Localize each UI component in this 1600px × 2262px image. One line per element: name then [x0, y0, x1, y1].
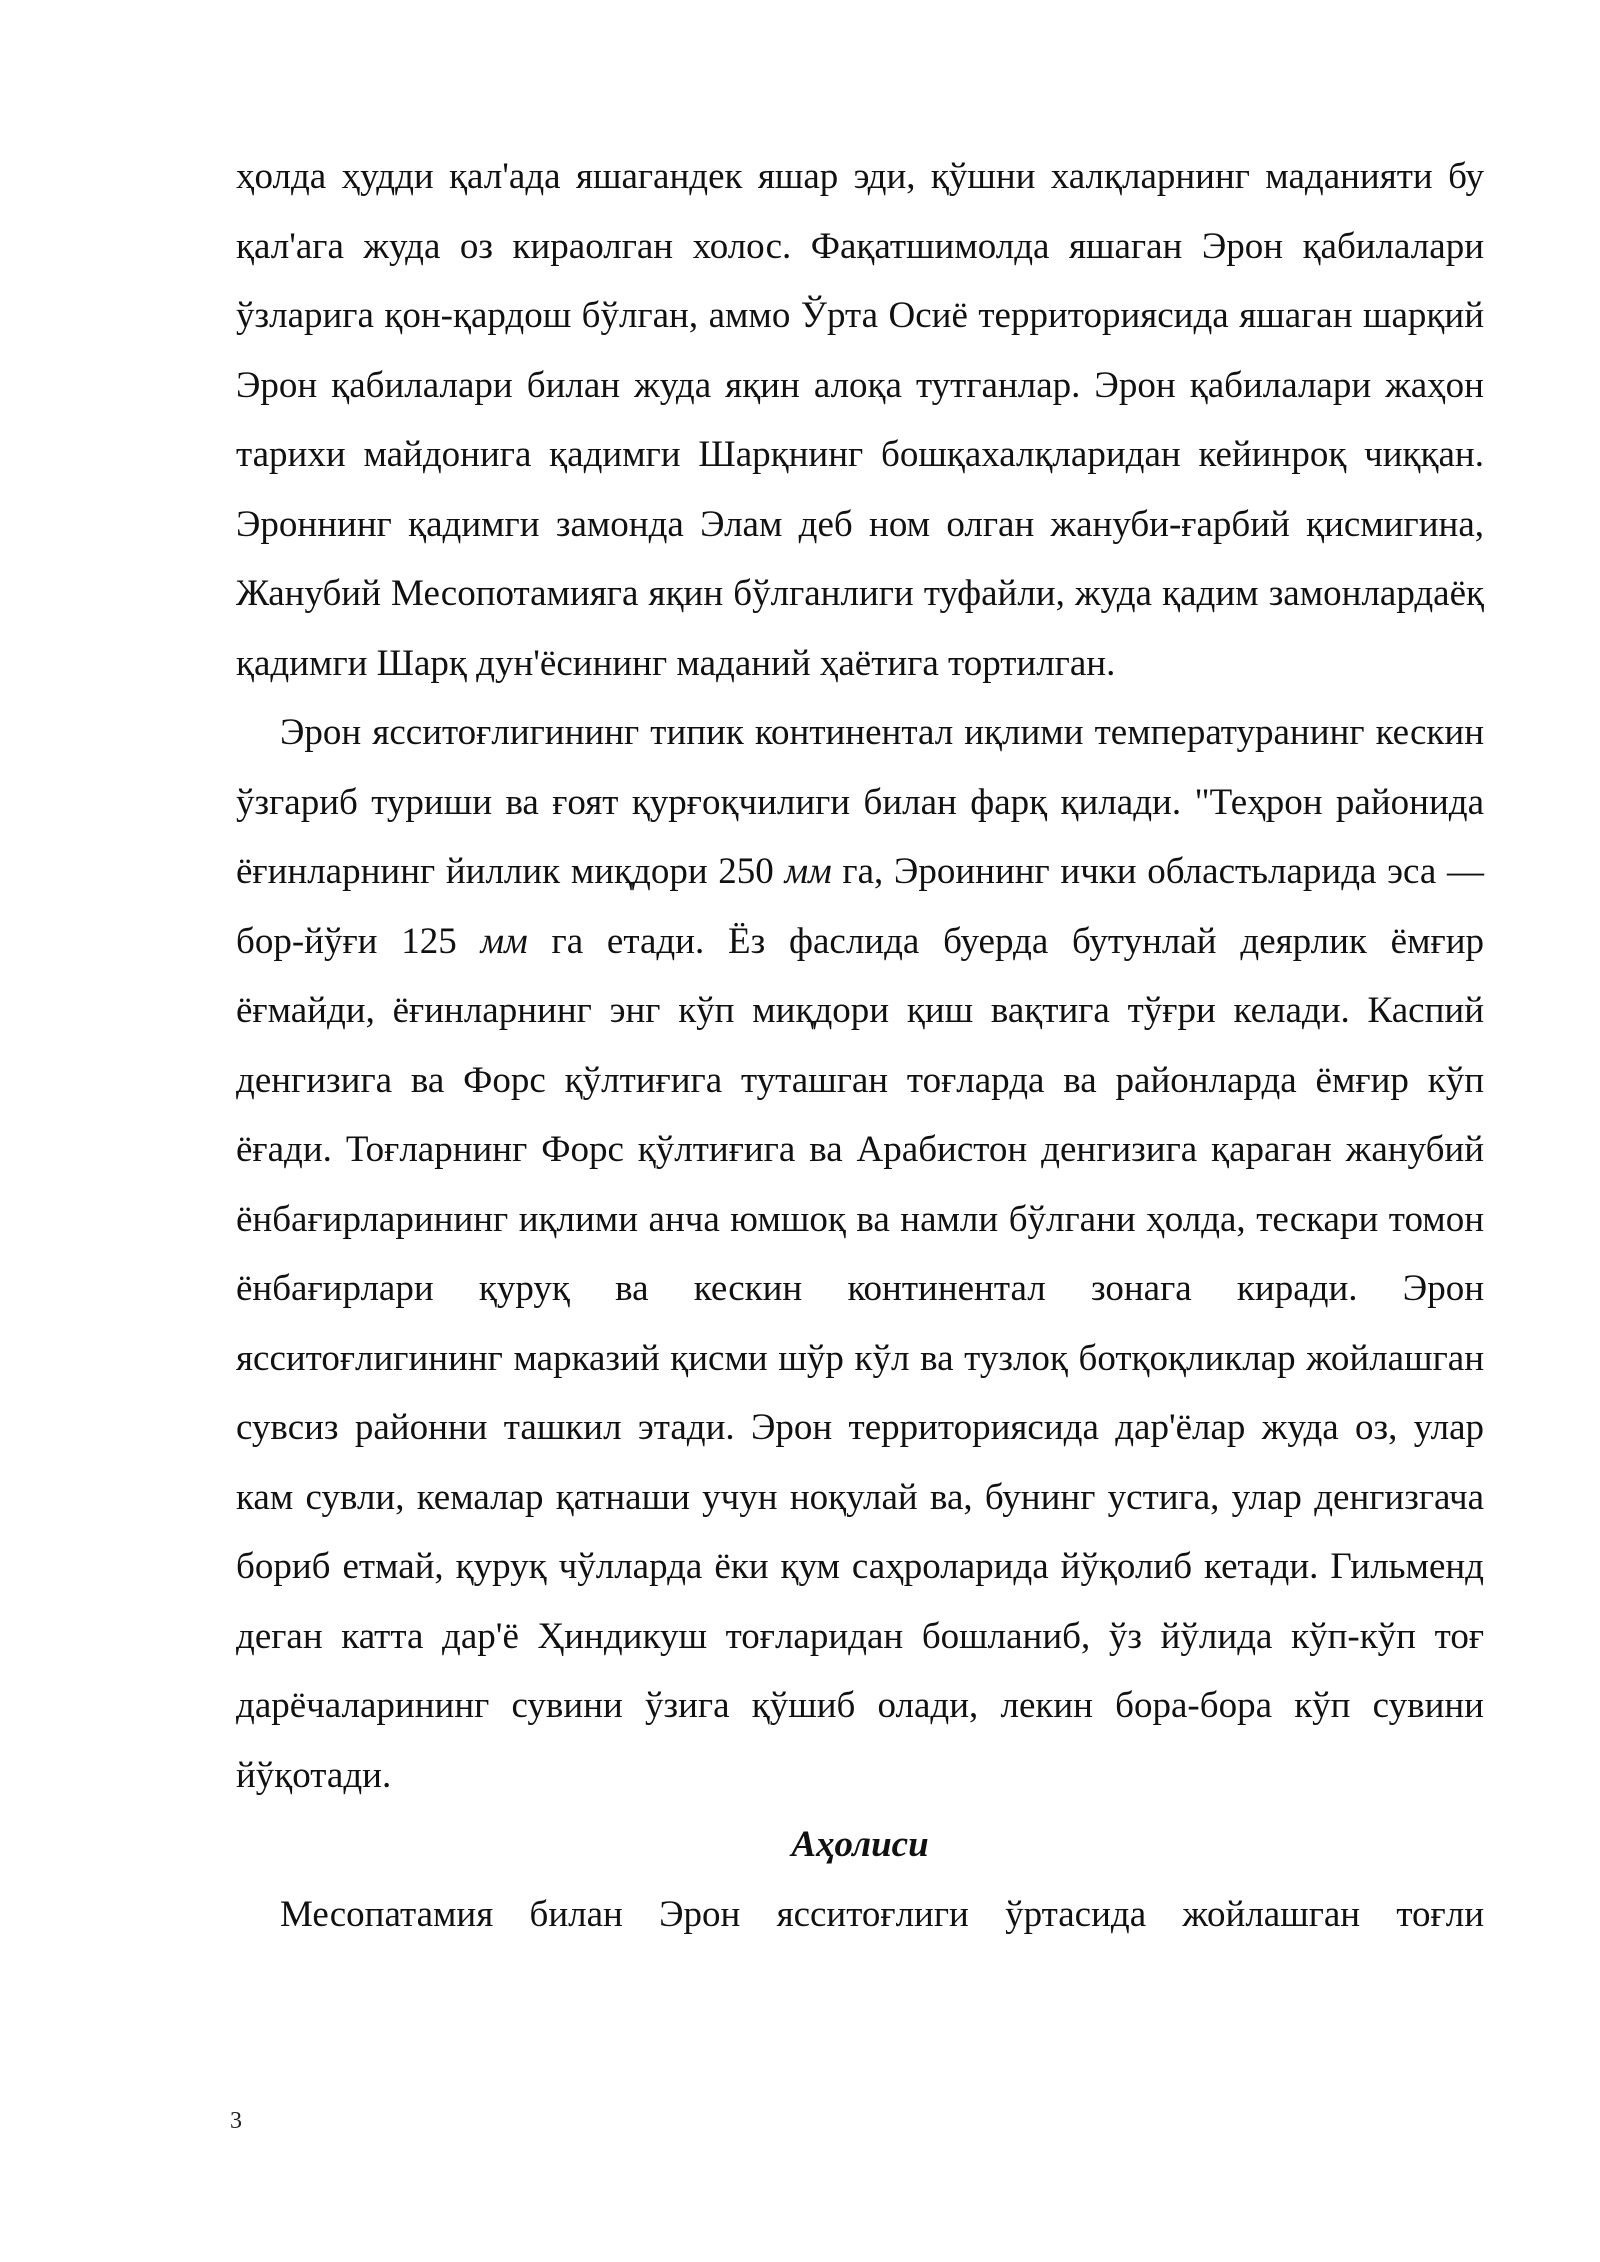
paragraph-2 [236, 698, 1484, 1810]
paragraph-2-text-c: га етади. Ёз фаслида буерда бутунлай деярлик ёмғир ёғмайди, ёғинларнинг энг кўп миқдори қиш вақтига тўғри келади. Каспий денгизига ва Форс қўлтиғига туташган тоғларда ва районларда ёмғир кўп ёғади. Тоғларнинг Форс қўлтиғига ва Арабистон денгизига қараган жанубий ёнбағирларининг иқлими анча юмшоқ ва намли бўлгани ҳолда, тескари томон ёнбағирлари қуруқ ва кескин континентал зонага киради. Эрон ясситоғлигининг марказий қисми шўр кўл ва тузлоқ ботқоқликлар жойлашган сувсиз районни ташкил этади. Эрон территориясида дар'ёлар жуда оз, улар кам сувли, кемалар қатнаши учун ноқулай ва, бунинг устига, улар денгизгача бориб етмай, қуруқ чўлларда ёки қум саҳроларида йўқолиб кетади. Гильменд деган катта дар'ё Ҳиндикуш тоғларидан бошланиб, ўз йўлида кўп-кўп тоғ дарёчаларининг сувини ўзига қўшиб олади, лекин бора-бора кўп сувини йўқотади. [236, 920, 1484, 1796]
document-body [236, 142, 1484, 1949]
section-heading: Аҳолиси [791, 1824, 929, 1865]
paragraph-2-text-b: га, Эроининг ички областьларида эса — бор-йўғи 125 [236, 851, 1484, 962]
paragraph-2-text-a: Эрон ясситоғлигининг типик континентал иқлими температуранинг кескин ўзгариб туриши ва ғоят қурғоқчилиги билан фарқ қилади. "Теҳрон районида ёғинларнинг йиллик миқдори 250 [236, 712, 1484, 892]
page-number: 3 [230, 2108, 242, 2134]
unit-mm-2: мм [480, 920, 528, 962]
unit-mm-1: мм [784, 851, 832, 892]
paragraph-1: ҳолда ҳудди қал'ада яшагандек яшар эди, қўшни халқларнинг маданияти бу қал'ага жуда оз кираолган холос. Фақатшимолда яшаган Эрон қабилалари ўзларига қон-қардош бўлган, аммо Ўрта Осиё территориясида яшаган шарқий Эрон қабилалари билан жуда яқин алоқа тутганлар. Эрон қабилалари жаҳон тарихи майдонига қадимги Шарқнинг бошқахалқларидан кейинроқ чиққан. Эроннинг қадимги замонда Элам деб ном олган жануби-ғарбий қисмигина, Жанубий Месопотамияга яқин бўлганлиги туфайли, жуда қадим замонлардаёқ қадимги Шарқ дун'ёсининг маданий ҳаётига тортилган. [236, 156, 1484, 684]
paragraph-3: Месопатамия билан Эрон ясситоғлиги ўртасида жойлашган тоғли [280, 1893, 1484, 1935]
